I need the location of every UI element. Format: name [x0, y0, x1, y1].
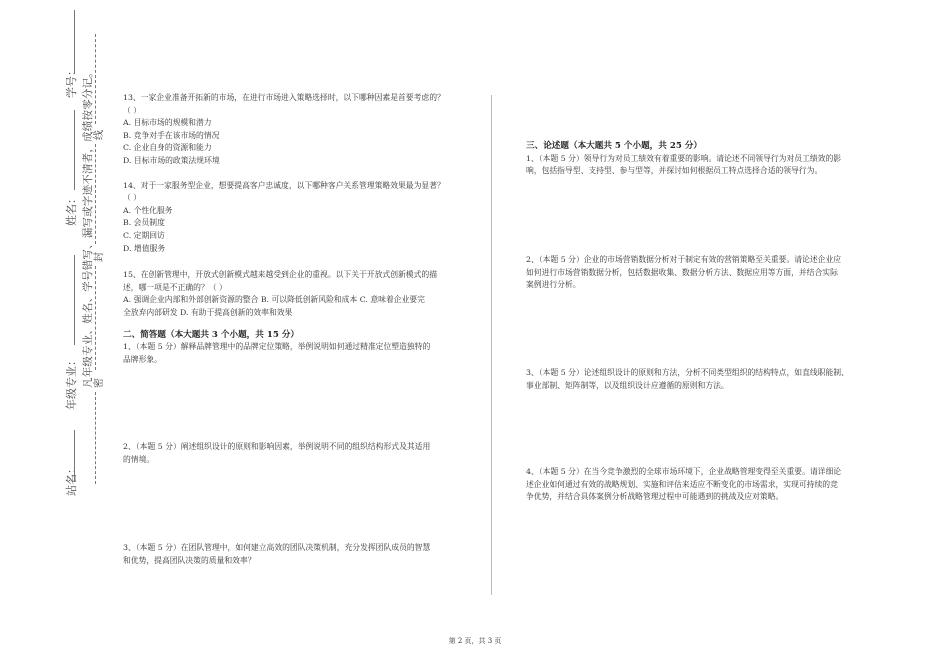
s2-q3-block	[123, 542, 481, 567]
s2-q2-line2: 的情境。	[123, 454, 155, 464]
column-divider	[491, 95, 492, 595]
seal-dash-3	[95, 266, 96, 370]
s3-q4-block	[526, 466, 884, 504]
seal-mark-mi: 密	[94, 378, 105, 388]
s3-q1-line2: 响，包括指导型、支持型、参与型等，并探讨如何根据员工特点选择合适的领导行为。	[526, 166, 823, 176]
seal-dash-1	[95, 34, 96, 124]
seal-dash-4	[95, 392, 96, 484]
section2-title: 二、简答题（本大题共 3 个小题，共 15 分）	[123, 329, 300, 340]
class-label: 年级专业：	[65, 355, 78, 410]
s3-q4-line1: 4、（本题 5 分）在当今竞争激烈的全球市场环境下，企业战略管理变得至关重要。请详细论	[526, 467, 842, 476]
s2-q2-block	[123, 441, 481, 466]
q14-blank: （ ）	[123, 193, 142, 203]
q14-option-b: B. 会员制度	[123, 218, 165, 228]
seal-mark-feng: 封	[94, 252, 105, 262]
id-line	[74, 10, 75, 74]
s2-q3-line1: 3、（本题 5 分）在团队管理中，如何建立高效的团队决策机制，充分发挥团队成员的智慧	[123, 543, 431, 552]
q13-blank: （ ）	[123, 105, 142, 115]
binding-warning: 凡年级专业、姓名、学号错写、漏写或字迹不清者，成绩按零分记。	[82, 67, 94, 388]
s3-q3-line1: 3、（本题 5 分）论述组织设计的原则和方法，分析不同类型组织的结构特点，如直线职能制、	[526, 368, 849, 377]
s2-q1-line1: 1、（本题 5 分）解释品牌管理中的品牌定位策略，举例说明如何通过精准定位塑造独特的	[123, 342, 431, 352]
name-label: 姓名：	[65, 193, 78, 226]
seal-mark-xian: 线	[94, 130, 105, 140]
s3-q4-line2: 述企业如何通过有效的战略规划、实施和评估来适应不断变化的市场需求，实现可持续的竞	[526, 479, 838, 489]
school-label: 站名：	[65, 463, 78, 496]
q13-option-d: D. 目标市场的政策法规环境	[123, 155, 220, 165]
s3-q2-line1: 2、（本题 5 分）企业的市场营销数据分析对于制定有效的营销策略至关重要。请论述企业应	[526, 255, 842, 264]
s3-q3-block	[526, 367, 884, 392]
q13-option-b: B. 竞争对手在该市场的情况	[123, 130, 220, 140]
s3-q2-block	[526, 254, 884, 292]
seal-dash-2	[95, 144, 96, 244]
s2-q3-line2: 和优势，提高团队决策的质量和效率？	[123, 555, 256, 565]
q15-options-line2: 全放弃内部研发 D. 有助于提高创新的效率和效果	[123, 307, 293, 317]
school-line	[74, 430, 75, 482]
section3-title: 三、论述题（本大题共 5 个小题，共 25 分）	[526, 141, 703, 151]
q15-options-line1: A. 强调企业内部和外部创新资源的整合 B. 可以降低创新风险和成本 C. 意味着企业要完	[123, 295, 425, 305]
q14-option-d: D. 增值服务	[123, 243, 166, 253]
right-column	[526, 140, 884, 178]
left-column	[123, 92, 481, 366]
s2-q2-line1: 2、（本题 5 分）阐述组织设计的原则和影响因素，举例说明不同的组织结构形式及其适用	[123, 442, 431, 451]
q15-stem-line1: 15、在创新管理中，开放式创新模式越来越受到企业的重视。以下关于开放式创新模式的描	[123, 270, 437, 280]
name-line	[74, 110, 75, 190]
q13-stem: 13、一家企业准备开拓新的市场，在进行市场进入策略选择时，以下哪种因素是首要考虑的？	[123, 93, 445, 102]
s3-q3-line2: 事业部制、矩阵制等，以及组织设计应遵循的原则和方法。	[526, 380, 729, 390]
s3-q2-line2: 如何进行市场营销数据分析，包括数据收集、数据分析方法、数据应用等方面，并结合实际	[526, 267, 838, 277]
q14-option-a: A. 个性化服务	[123, 205, 173, 215]
s3-q1-line1: 1、（本题 5 分）领导行为对员工绩效有着重要的影响。请论述不同领导行为对员工绩效的影	[526, 153, 842, 163]
id-label: 学号：	[65, 65, 78, 98]
s2-q1-line2: 品牌形象。	[123, 354, 162, 364]
q15-stem-line2: 述，哪一项是不正确的？（ ）	[123, 282, 227, 292]
s3-q2-line3: 案例进行分析。	[526, 280, 581, 290]
q13-option-a: A. 目标市场的规模和潜力	[123, 118, 212, 128]
q13-option-c: C. 企业自身的资源和能力	[123, 143, 212, 153]
class-line	[74, 255, 75, 345]
s3-q4-line3: 争优势，并结合具体案例分析战略管理过程中可能遇到的挑战及应对策略。	[526, 492, 784, 502]
q14-option-c: C. 定期回访	[123, 230, 165, 240]
q14-stem: 14、对于一家服务型企业，想要提高客户忠诚度，以下哪种客户关系管理策略效果最为显著？	[123, 180, 445, 190]
page-number: 第 2 页，共 3 页	[448, 637, 502, 645]
